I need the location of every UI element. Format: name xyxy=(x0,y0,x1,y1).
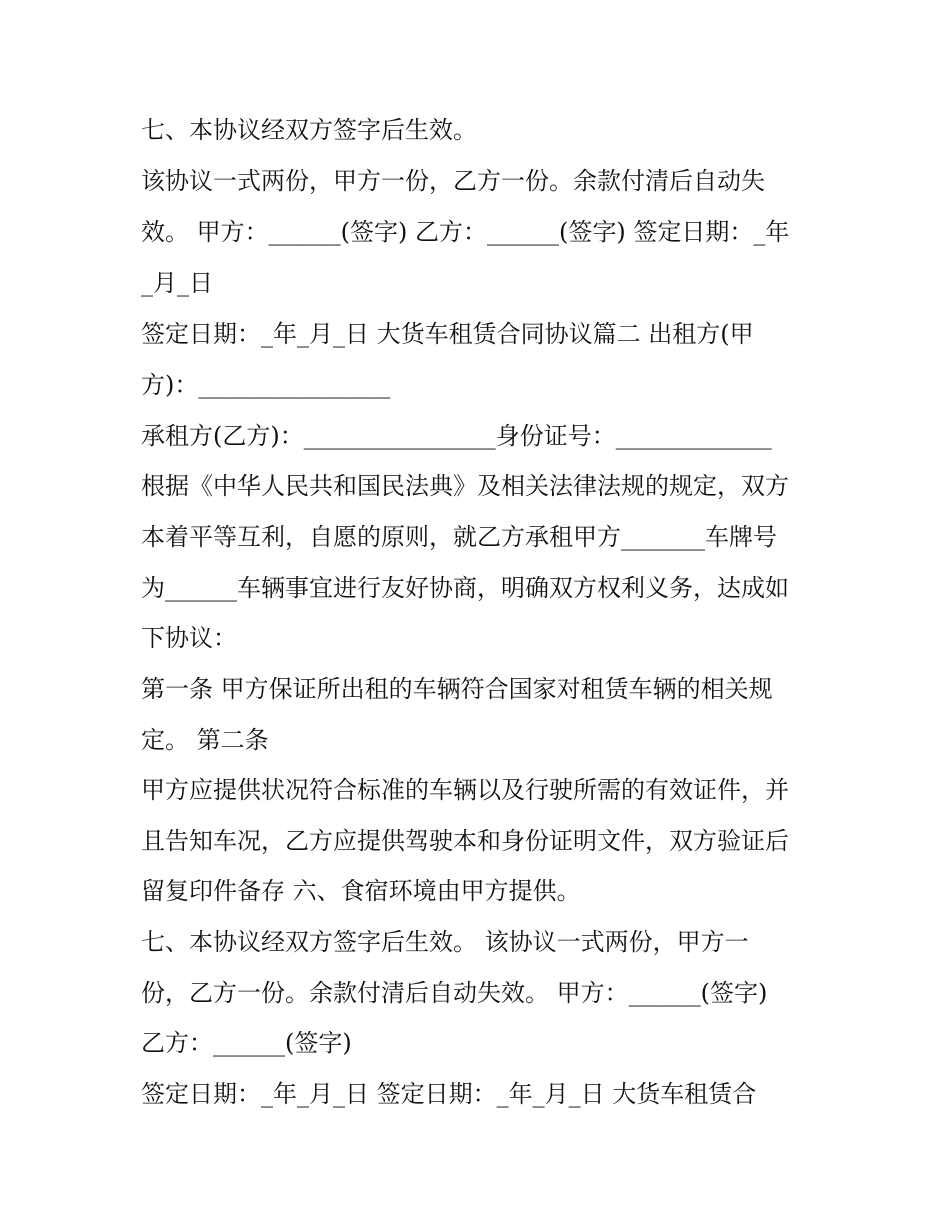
text-line: 签定日期：_年_月_日 大货车租赁合同协议篇二 出租方(甲 xyxy=(141,320,754,348)
text-line: 定。 第二条 xyxy=(141,726,269,754)
text-line: _月_日 xyxy=(141,269,213,297)
text-line: 甲方应提供状况符合标准的车辆以及行驶所需的有效证件，并 xyxy=(141,776,789,804)
text-line: 该协议一式两份，甲方一份，乙方一份。余款付清后自动失 xyxy=(141,167,765,195)
text-line: 乙方：______(签字) xyxy=(141,1029,352,1057)
text-line: 留复印件备存 六、食宿环境由甲方提供。 xyxy=(141,877,581,905)
text-line: 本着平等互利，自愿的原则，就乙方承租甲方_______车牌号 xyxy=(141,523,777,551)
text-line: 下协议： xyxy=(141,624,237,652)
text-line: 根据《中华人民共和国民法典》及相关法律法规的规定，双方 xyxy=(141,472,789,500)
text-line: 七、本协议经双方签字后生效。 该协议一式两份，甲方一 xyxy=(141,928,749,956)
text-line: 承租方(乙方)：________________身份证号：_____________ xyxy=(141,422,772,450)
text-line: 且告知车况，乙方应提供驾驶本和身份证明文件，双方验证后 xyxy=(141,827,789,855)
text-line: 份，乙方一份。余款付清后自动失效。 甲方：______(签字) xyxy=(141,979,768,1007)
text-line: 签定日期：_年_月_日 签定日期：_年_月_日 大货车租赁合 xyxy=(141,1080,757,1108)
text-line: 方)：________________ xyxy=(141,371,391,399)
text-line: 第一条 甲方保证所出租的车辆符合国家对租赁车辆的相关规 xyxy=(141,675,773,703)
text-line: 效。 甲方：______(签字) 乙方：______(签字) 签定日期：_年 xyxy=(141,218,790,246)
text-line: 七、本协议经双方签字后生效。 xyxy=(141,116,477,144)
text-line: 为______车辆事宜进行友好协商，明确双方权利义务，达成如 xyxy=(141,574,789,602)
